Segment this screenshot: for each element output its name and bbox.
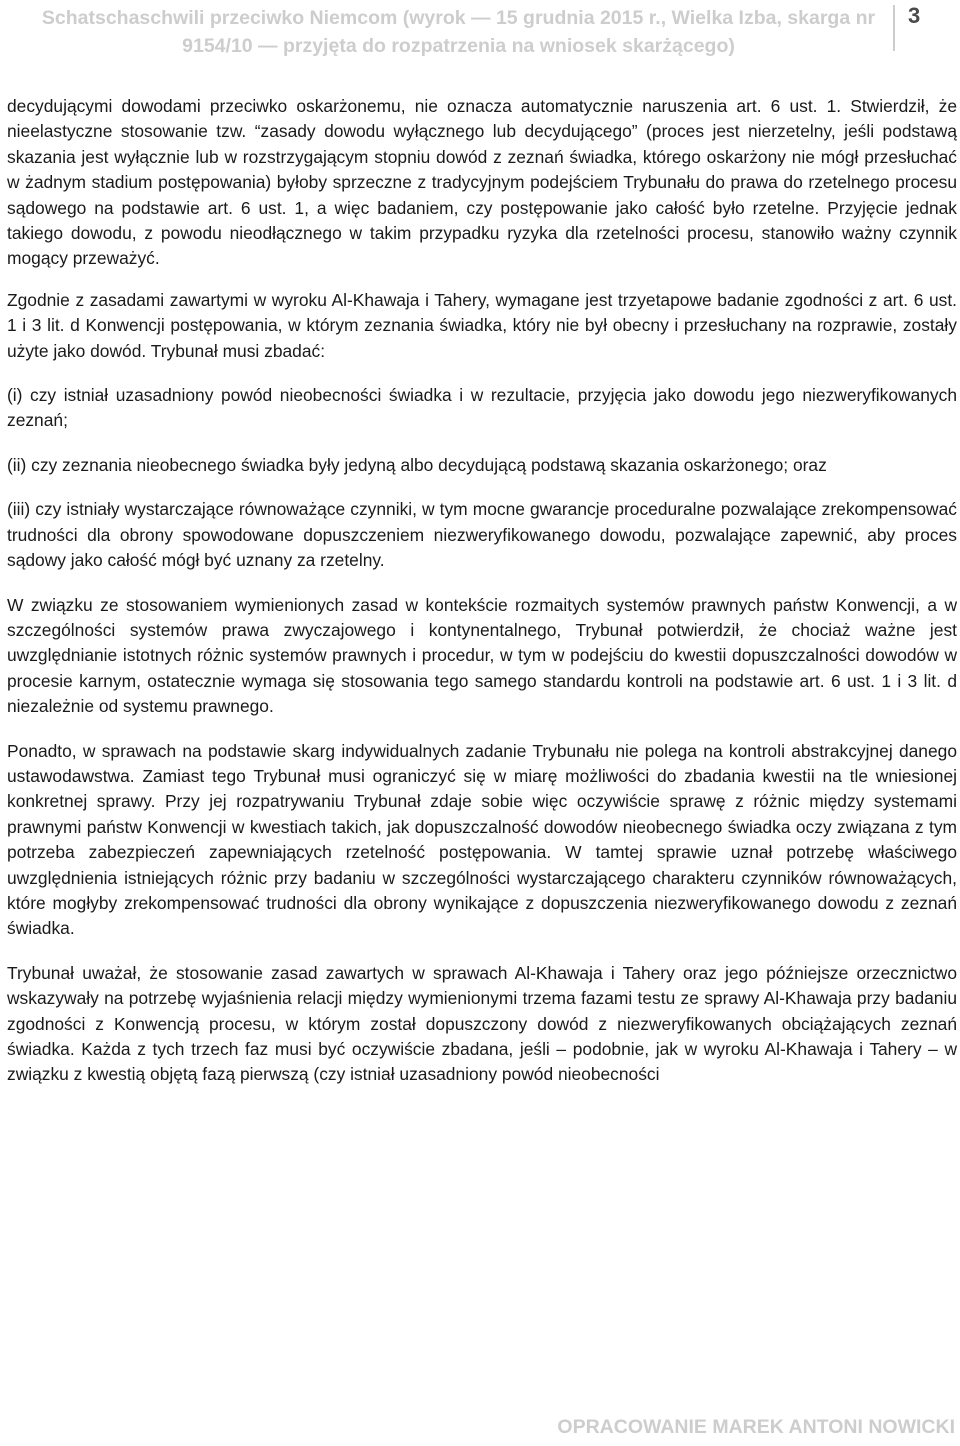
running-header-title: Schatschaschwili przeciwko Niemcom (wyrok — 15 grudnia 2015 r., Wielka Izba, skarga nr 9154/10 — przyjęta do rozpatrzenia na wniosek skarżącego) xyxy=(41,7,876,57)
paragraph: Zgodnie z zasadami zawartymi w wyroku Al-Khawaja i Tahery, wymagane jest trzyetapowe badanie zgodności z art. 6 ust. 1 i 3 lit. d Konwencji postępowania, w którym zeznania świadka, który nie był obecny i przesłuchany na rozprawie, zostały użyte jako dowód. Trybunał musi zbadać: xyxy=(7,289,957,361)
list-item: (iii) czy istniały wystarczające równoważące czynniki, w tym mocne gwarancje proceduralne pozwalające zrekompensować trudności dla obrony spowodowane dopuszczeniem niezweryfikowanego dowodu, pozwalające zapewnić, aby proces sądowy jako całość mógł być uznany za rzetelny. xyxy=(7,499,957,571)
paragraph: Ponadto, w sprawach na podstawie skarg indywidualnych zadanie Trybunału nie polega na kontroli abstrakcyjnej danego ustawodawstwa. Zamiast tego Trybunał musi ograniczyć się w miarę możliwości do zbadania kwestii na tle wniesionej konkretnej sprawy. Przy jej rozpatrywaniu Trybunał zdaje sobie więc oczywiście sprawę z różnic między systemami prawnymi państw Konwencji w kwestiach takich, jak dopuszczalność dowodów nieobecnego świadka oczy związana z tym potrzeba zabezpieczeń zapewniających rzetelność postępowania. W tamtej sprawie uznał potrzebę właściwego uwzględnienia istniejących różnic przy badaniu w szczególności wystarczającego charakteru czynników równoważących, które mogłyby zrekompensować trudności dla obrony wynikające z dopuszczenia niezweryfikowanego dowodu z zeznań świadka. xyxy=(7,740,957,939)
page-header xyxy=(0,0,960,74)
paragraph: Trybunał uważał, że stosowanie zasad zawartych w sprawach Al-Khawaja i Tahery oraz jego późniejsze orzecznictwo wskazywały na potrzebę wyjaśnienia relacji między wymienionymi trzema fazami testu ze sprawy Al-Khawaja przy badaniu zgodności z Konwencją procesu, w którym został dopuszczony dowód z niezweryfikowanych obciążających zeznań świadka. Każda z tych trzech faz musi być oczywiście zbadana, jeśli – podobnie, jak w wyroku Al-Khawaja i Tahery – w związku z kwestią objętą fazą pierwszą (czy istniał uzasadniony powód nieobecności xyxy=(7,962,957,1085)
paragraph: W związku ze stosowaniem wymienionych zasad w kontekście rozmaitych systemów prawnych państw Konwencji, a w szczególności systemów prawa zwyczajowego i kontynentalnego, Trybunał potwierdził, że chociaż ważne jest uwzględnianie istotnych różnic systemów prawnych i procedur, w tym w podejściu do kwestii dopuszczalności dowodów w procesie karnym, ostatecznie wymaga się stosowania tego samego standardu kontroli na podstawie art. 6 ust. 1 i 3 lit. d niezależnie od systemu prawnego. xyxy=(7,594,957,717)
paragraph: decydującymi dowodami przeciwko oskarżonemu, nie oznacza automatycznie naruszenia art. 6 ust. 1. Stwierdził, że nieelastyczne stosowanie tzw. “zasady dowodu wyłącznego lub decydującego” (proces jest nierzetelny, jeśli podstawą skazania jest wyłącznie lub w rozstrzygającym stopniu dowód z zeznań świadka, którego oskarżony nie mógł przesłuchać w żadnym stadium postępowania) byłoby sprzeczne z tradycyjnym podejściem Trybunału do prawa do rzetelnego procesu sądowego na podstawie art. 6 ust. 1, a więc badaniem, czy postępowanie jako całość było rzetelne. Przyjęcie jednak takiego dowodu, z powodu nieodłącznego w takim przypadku ryzyka dla rzetelności procesu, stanowiło ważny czynnik mogący przeważyć. xyxy=(7,96,957,269)
list-item: (i) czy istniał uzasadniony powód nieobecności świadka i w rezultacie, przyjęcia jako dowodu jego niezweryfikowanych zeznań; xyxy=(7,385,957,431)
document-body xyxy=(7,94,957,1107)
list-item: (ii) czy zeznania nieobecnego świadka były jedyną albo decydującą podstawą skazania oskarżonego; oraz xyxy=(7,454,827,475)
header-divider xyxy=(893,5,895,51)
page-number: 3 xyxy=(908,3,921,28)
page-footer: OPRACOWANIE MAREK ANTONI NOWICKI xyxy=(557,1416,955,1438)
